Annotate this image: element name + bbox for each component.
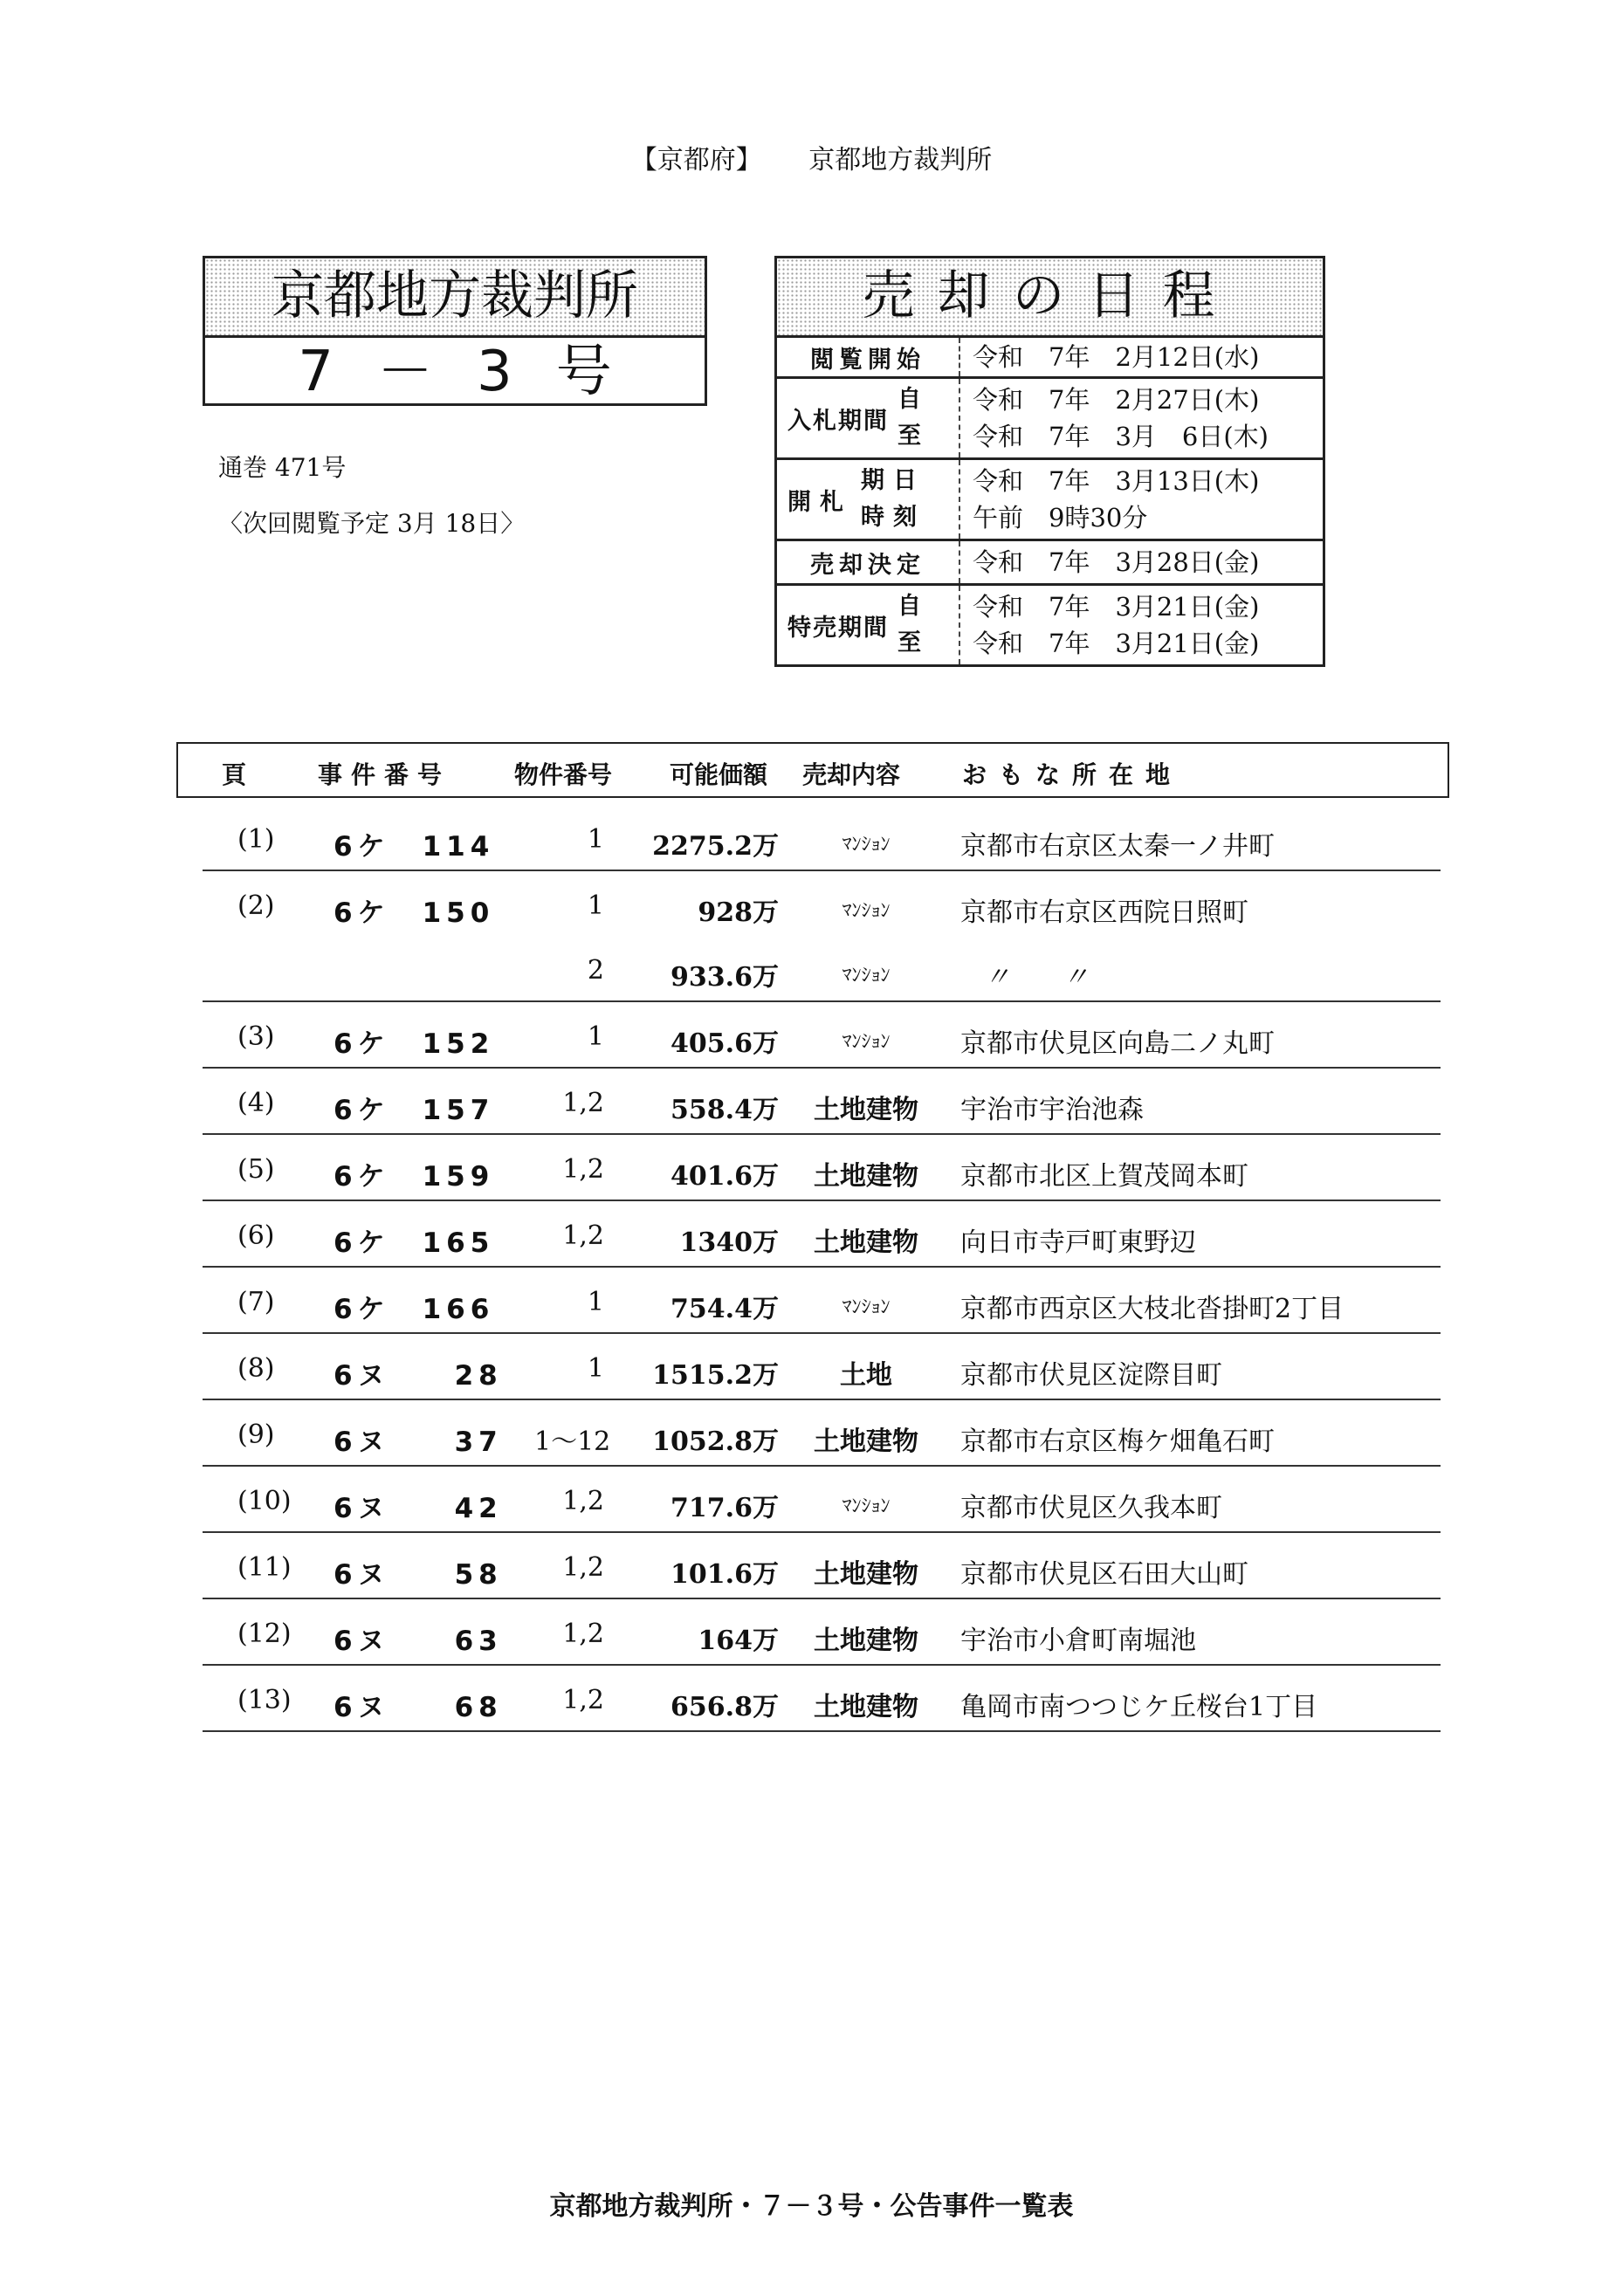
table-row <box>203 1135 1441 1201</box>
table-row <box>203 1467 1441 1533</box>
row-case: 6ケ 114 <box>334 831 495 863</box>
table-row <box>203 1002 1441 1069</box>
row-case: 6ケ 165 <box>334 1227 495 1259</box>
row-type: ﾏﾝｼｮﾝ <box>842 1495 891 1517</box>
row-page: (1) <box>237 824 275 855</box>
row-price: 405.6万 <box>671 1028 779 1059</box>
table-row <box>203 1201 1441 1268</box>
row-case: 6ケ 159 <box>334 1161 495 1193</box>
row-page: (7) <box>237 1287 275 1317</box>
court-name: 京都地方裁判所 <box>205 258 705 338</box>
row-property: 1,2 <box>562 1552 604 1583</box>
header-page: 頁 <box>222 760 247 789</box>
row-page: (11) <box>237 1552 292 1583</box>
opening-time-value: 午前 9時30分 <box>973 503 1148 533</box>
row-price: 933.6万 <box>671 962 779 993</box>
special-sale-label: 特売期間 <box>787 614 889 642</box>
row-price: 1515.2万 <box>652 1360 779 1391</box>
row-address: 京都市右京区太秦一ノ井町 <box>960 831 1275 862</box>
court-label: 京都地方裁判所 <box>808 145 993 175</box>
table-row <box>203 1069 1441 1135</box>
row-case: 6ヌ 37 <box>334 1426 503 1458</box>
row-type: ﾏﾝｼｮﾝ <box>842 1296 891 1318</box>
row-address: 京都市伏見区石田大山町 <box>960 1559 1248 1590</box>
row-address: 京都市伏見区淀際目町 <box>960 1360 1222 1391</box>
opening-label: 開札 <box>787 488 852 516</box>
row-type: 土地建物 <box>814 1227 918 1258</box>
page-header <box>0 138 1623 176</box>
table-row <box>203 936 1441 1002</box>
table-row <box>203 1268 1441 1334</box>
sale-decision-value: 令和 7年 3月28日(金) <box>973 547 1260 577</box>
schedule-row-decision <box>777 541 1323 586</box>
row-page: (9) <box>237 1420 275 1450</box>
row-type: ﾏﾝｼｮﾝ <box>842 1031 891 1053</box>
court-issue-box <box>203 256 707 406</box>
row-address: 宇治市宇治池森 <box>960 1095 1144 1125</box>
schedule-row-viewing <box>777 338 1323 379</box>
row-address: 京都市伏見区久我本町 <box>960 1493 1222 1523</box>
bidding-from-value: 令和 7年 2月27日(木) <box>973 385 1260 415</box>
row-page: (5) <box>237 1154 275 1185</box>
header-type: 売却内容 <box>802 760 901 789</box>
row-type: 土地建物 <box>814 1692 918 1722</box>
row-case: 6ヌ 42 <box>334 1493 503 1524</box>
schedule-row-special <box>777 586 1323 664</box>
row-property: 1,2 <box>562 1088 604 1118</box>
viewing-start-label: 閲覧開始 <box>777 338 960 376</box>
opening-date-label: 期日 <box>861 467 925 494</box>
row-price: 717.6万 <box>671 1493 779 1523</box>
row-case: 6ケ 166 <box>334 1294 495 1325</box>
row-page: (2) <box>237 890 275 921</box>
row-type: 土地建物 <box>814 1559 918 1590</box>
opening-date-value: 令和 7年 3月13日(木) <box>973 466 1260 496</box>
header-case: 事件番号 <box>318 760 451 789</box>
viewing-start-value: 令和 7年 2月12日(水) <box>973 342 1260 372</box>
row-page: (6) <box>237 1220 275 1251</box>
row-case: 6ケ 152 <box>334 1028 495 1060</box>
case-table <box>203 805 1441 1732</box>
row-property: 1,2 <box>562 1685 604 1715</box>
row-property: 1,2 <box>562 1220 604 1251</box>
row-case: 6ヌ 68 <box>334 1692 503 1723</box>
row-page: (8) <box>237 1353 275 1384</box>
next-viewing-date: 〈次回閲覧予定 3月 18日〉 <box>218 509 526 538</box>
row-price: 164万 <box>698 1626 779 1656</box>
row-address: 京都市右京区梅ケ畑亀石町 <box>960 1426 1275 1457</box>
row-price: 1340万 <box>679 1227 779 1258</box>
row-type: 土地建物 <box>814 1161 918 1192</box>
sale-schedule-box <box>774 256 1325 667</box>
special-from-value: 令和 7年 3月21日(金) <box>973 592 1260 622</box>
row-property: 1 <box>587 1353 604 1384</box>
page-footer: 京都地方裁判所・７－３号・公告事件一覧表 <box>549 2191 1074 2222</box>
header-address: おもな所在地 <box>962 760 1183 789</box>
table-row <box>203 1400 1441 1467</box>
bidding-period-label: 入札期間 <box>787 407 889 435</box>
issue-number: 7－3号 <box>298 340 656 404</box>
row-property: 2 <box>587 955 604 986</box>
row-address: 京都市伏見区向島二ノ丸町 <box>960 1028 1275 1059</box>
row-type: 土地建物 <box>814 1626 918 1656</box>
table-row <box>203 871 1441 936</box>
special-to-value: 令和 7年 3月21日(金) <box>973 629 1260 658</box>
row-case: 6ヌ 28 <box>334 1360 503 1392</box>
row-property: 1 <box>587 1287 604 1317</box>
row-type: ﾏﾝｼｮﾝ <box>842 900 891 922</box>
table-row <box>203 1666 1441 1732</box>
row-address: 京都市北区上賀茂岡本町 <box>960 1161 1248 1192</box>
row-page: (12) <box>237 1619 292 1649</box>
row-type: ﾏﾝｼｮﾝ <box>842 965 891 986</box>
schedule-title: 売却の日程 <box>777 258 1323 338</box>
row-price: 928万 <box>698 897 779 928</box>
row-page: (10) <box>237 1486 292 1516</box>
table-header <box>176 742 1449 798</box>
row-property: 1,2 <box>562 1154 604 1185</box>
header-price: 可能価額 <box>670 760 768 789</box>
row-property: 1 <box>587 1021 604 1052</box>
opening-time-label: 時刻 <box>861 504 925 531</box>
row-type: 土地建物 <box>814 1095 918 1125</box>
schedule-row-opening <box>777 460 1323 541</box>
row-type: 土地 <box>840 1360 892 1391</box>
row-price: 754.4万 <box>671 1294 779 1324</box>
special-from-label: 自 <box>897 593 923 620</box>
table-row <box>203 1533 1441 1599</box>
table-row <box>203 1334 1441 1400</box>
bidding-from-label: 自 <box>897 386 923 413</box>
table-row <box>203 805 1441 871</box>
prefecture-label: 【京都府】 <box>630 145 762 175</box>
row-address: 京都市右京区西院日照町 <box>960 897 1248 928</box>
row-price: 558.4万 <box>671 1095 779 1125</box>
sale-decision-label: 売却決定 <box>777 541 960 583</box>
special-to-label: 至 <box>897 629 923 656</box>
row-property: 1,2 <box>562 1486 604 1516</box>
row-page: (4) <box>237 1088 275 1118</box>
row-case: 6ヌ 58 <box>334 1559 503 1591</box>
bidding-to-label: 至 <box>897 423 923 450</box>
row-type: 土地建物 <box>814 1426 918 1457</box>
row-address: 京都市西京区大枝北沓掛町2丁目 <box>960 1294 1344 1324</box>
row-case: 6ヌ 63 <box>334 1626 503 1657</box>
row-price: 101.6万 <box>671 1559 779 1590</box>
row-property: 1 <box>587 890 604 921</box>
volume-number: 通巻 471号 <box>218 453 347 482</box>
row-address: 〃 〃 <box>984 962 1089 993</box>
row-page: (13) <box>237 1685 292 1715</box>
row-price: 1052.8万 <box>652 1426 779 1457</box>
table-row <box>203 1599 1441 1666</box>
header-property: 物件番号 <box>514 760 613 789</box>
row-property: 1 <box>587 824 604 855</box>
row-type: ﾏﾝｼｮﾝ <box>842 834 891 856</box>
row-property: 1〜12 <box>534 1426 611 1457</box>
row-page: (3) <box>237 1021 275 1052</box>
row-price: 656.8万 <box>671 1692 779 1722</box>
row-property: 1,2 <box>562 1619 604 1649</box>
schedule-row-bidding <box>777 379 1323 460</box>
row-address: 亀岡市南つつじケ丘桜台1丁目 <box>960 1692 1318 1722</box>
row-address: 宇治市小倉町南堀池 <box>960 1626 1196 1656</box>
row-address: 向日市寺戸町東野辺 <box>960 1227 1196 1258</box>
row-case: 6ケ 150 <box>334 897 495 929</box>
row-case: 6ケ 157 <box>334 1095 495 1126</box>
row-price: 2275.2万 <box>652 831 779 862</box>
bidding-to-value: 令和 7年 3月 6日(木) <box>973 422 1269 451</box>
row-price: 401.6万 <box>671 1161 779 1192</box>
